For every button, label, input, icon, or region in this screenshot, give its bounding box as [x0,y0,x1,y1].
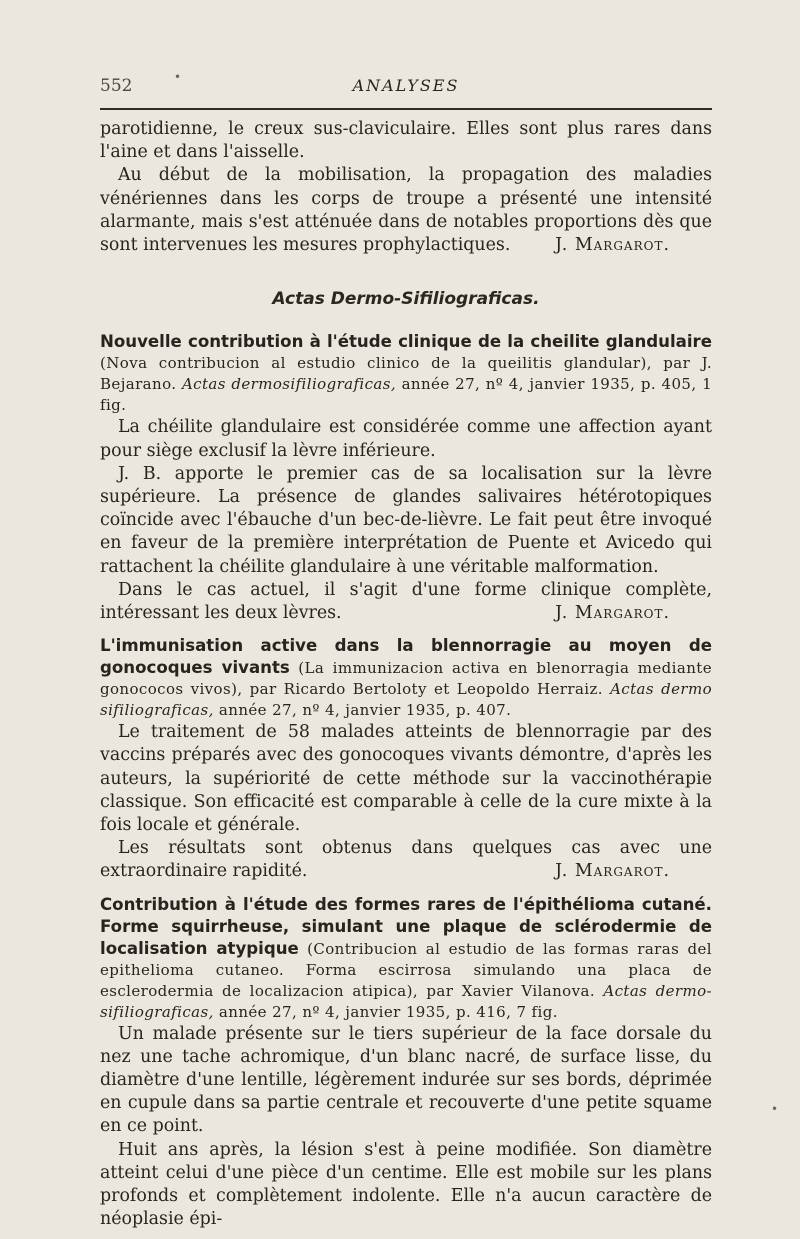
article-2 [100,635,712,883]
article-1-ref: (Nova contribucion al estudio clinico de la queilitis glandular), par J. Bejarano. [100,354,712,394]
print-speck: • [771,1102,779,1116]
article-3-ref: (Contribucion al estudio de las formas raras del epithelioma cutaneo. Forma escirrosa simulando una placa de esclerodermia de localizacion atipica), par Xavier Vilanova. [100,939,712,1000]
article-1-paragraph-3-text: Dans le cas actuel, il s'agit d'une forme clinique complète, intéressant les deux lèvres. [100,579,712,624]
article-3 [100,894,712,1232]
article-3-paragraph-1: Un malade présente sur le tiers supérieur de la face dorsale du nez une tache achromique, d'un blanc nacré, de surface lisse, du diamètre d'une lentille, légèrement indurée sur ses bords, déprimée en cupule dans sa partie centrale et recouverte d'une petite squame en ce point. [100,1023,712,1137]
print-speck: • [174,70,182,84]
intro-signature: J. Margarot. [555,235,670,256]
article-1-journal: Actas dermosifiliograficas, [181,375,397,394]
article-3-ref-tail: année 27, nº 4, janvier 1935, p. 416, 7 fig. [213,1002,558,1021]
article-1-paragraph-3 [100,579,712,625]
article-1-title: Nouvelle contribution à l'étude clinique de la cheilite glandulaire [100,332,712,352]
page-number: 552 [100,76,133,96]
header-rule [100,108,712,110]
page-body [100,118,712,1232]
intro-paragraph-2-text: Au début de la mobilisation, la propagation des maladies vénériennes dans les corps de troupe a présenté une intensité alarmante, mais s'est atténuée dans de notables proportions dès que sont intervenues les mesures prophylactiques. [100,165,712,256]
intro-paragraph-1: parotidienne, le creux sus-claviculaire. Elles sont plus rares dans l'aine et dans l'aisselle. [100,119,712,163]
article-2-signature: J. Margarot. [555,861,670,882]
article-1 [100,331,712,625]
article-2-ref: (La immunizacion activa en blenorragia mediante gonococos vivos), par Ricardo Bertoloty et Leopoldo Herraiz. [100,659,712,699]
article-2-journal: Actas dermo sifiliograficas, [100,680,712,720]
article-3-title: Contribution à l'étude des formes rares de l'épithélioma cutané. Forme squirrheuse, simulant une plaque de sclérodermie de localisation atypique [100,894,712,958]
article-2-paragraph-1: Le traitement de 58 malades atteints de blennorragie par des vaccins préparés avec des gonocoques vivants démontre, d'après les auteurs, la supériorité de cette méthode sur la vaccinothérapie classique. Son efficacité est comparable à celle de la cure mixte à la fois locale et générale. [100,722,712,836]
article-3-journal: Actas dermo-sifiliograficas, [100,981,712,1021]
article-2-paragraph-2 [100,837,712,883]
article-2-ref-tail: année 27, nº 4, janvier 1935, p. 407. [213,701,512,720]
article-2-paragraph-2-text: Les résultats sont obtenus dans quelques cas avec une extraordinaire rapidité. [100,838,712,882]
journal-heading: Actas Dermo-Sifiliograficas. [272,289,540,310]
article-1-signature: J. Margarot. [555,603,670,624]
article-1-paragraph-1: La chéilite glandulaire est considérée comme une affection ayant pour siège exclusif la lèvre inférieure. [100,417,712,461]
intro-paragraph-2 [100,164,712,257]
article-1-heading [100,331,712,416]
running-title: ANALYSES [352,76,460,95]
article-1-ref-tail: année 27, nº 4, janvier 1935, p. 405, 1 fig. [100,375,713,415]
article-1-paragraph-2: J. B. apporte le premier cas de sa localisation sur la lèvre supérieure. La présence de glandes salivaires hétérotopiques coïncide avec l'ébauche d'un bec-de-lièvre. Le fait peut être invoqué en faveur de la première interprétation de Puente et Avicedo qui rattachent la chéilite glandulaire à une véritable malformation. [100,463,712,577]
article-2-title: L'immunisation active dans la blennorragie au moyen de gonocoques vivants [100,636,712,678]
article-3-paragraph-2: Huit ans après, la lésion s'est à peine modifiée. Son diamètre atteint celui d'une pièce d'un centime. Elle est mobile sur les plans profonds et complètement indolente. Elle n'a aucun caractère de néoplasie épi- [100,1139,712,1230]
page-header [100,76,712,100]
article-2-heading [100,635,712,721]
article-3-heading [100,894,712,1023]
